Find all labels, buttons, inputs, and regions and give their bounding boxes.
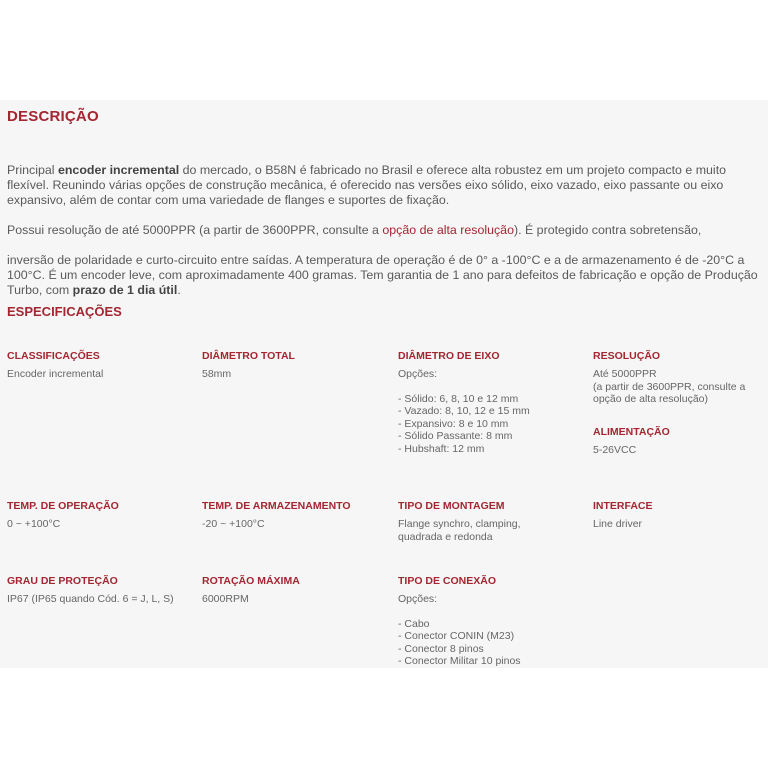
spec-label: ROTAÇÃO MÁXIMA [202,575,300,587]
spec-label: INTERFACE [593,500,653,512]
spec-tipo-conexao [398,575,573,668]
spec-label: TIPO DE MONTAGEM [398,500,505,512]
spec-label: DIÂMETRO DE EIXO [398,350,500,362]
spec-value [593,368,763,406]
description-paragraph-3 [7,253,759,298]
spec-temp-armazenamento [202,500,392,531]
spec-label: GRAU DE PROTEÇÃO [7,575,118,587]
spec-value: Line driver [593,518,643,530]
spec-alimentacao [593,426,768,457]
list-item: - Vazado: 8, 10, 12 e 15 mm [398,405,530,417]
spec-label: CLASSIFICAÇÕES [7,350,100,362]
spec-value: 58mm [202,368,232,380]
list-item: - Sólido: 6, 8, 10 e 12 mm [398,392,519,405]
spec-label: TEMP. DE OPERAÇÃO [7,500,119,512]
list-item: - Conector 8 pinos [398,642,484,655]
spec-label: RESOLUÇÃO [593,350,661,362]
spec-value [398,593,573,668]
spec-diametro-eixo [398,350,573,455]
spec-label: ALIMENTAÇÃO [593,426,670,438]
spec-value: Encoder incremental [7,368,104,380]
spec-temp-operacao [7,500,182,531]
spec-intro: Opções: [398,593,438,605]
list-item: - Expansivo: 8 e 10 mm [398,417,509,430]
spec-value: 5-26VCC [593,444,637,456]
spec-value: 6000RPM [202,593,249,605]
resolution-line-2: (a partir de 3600PPR, consulte a opção de alta resolução) [593,380,746,405]
description-paragraph-2 [7,223,759,238]
spec-value: Flange synchro, clamping, quadrada e redonda [398,518,521,543]
spec-label: TIPO DE CONEXÃO [398,575,497,587]
resolution-line-1: Até 5000PPR [593,368,657,380]
p3-text-a: inversão de polaridade e curto-circuito entre saídas. A temperatura de operação é de 0° a -100°C e a de armazenamento é de -20°C a 100°C. É um encoder leve, com aproximadamente 400 gramas. Tem garantia de 1 ano para defeitos de fabricação e opção de Produção Turbo, com [7,253,758,297]
p1-text-a: Principal [7,163,58,177]
p2-text-b: ). É protegido contra sobretensão, [513,223,702,237]
list-item: - Conector Militar 10 pinos [398,655,521,667]
section-title-especificacoes: ESPECIFICAÇÕES [7,304,122,319]
spec-tipo-montagem [398,500,558,543]
spec-value: -20 ~ +100°C [202,518,265,530]
spec-interface [593,500,768,531]
spec-rotacao-maxima [202,575,377,606]
spec-label: TEMP. DE ARMAZENAMENTO [202,500,351,512]
list-item: - Sólido Passante: 8 mm [398,430,513,442]
spec-grau-protecao [7,575,187,606]
p3-bold: prazo de 1 dia útil [72,283,178,297]
spec-intro: Opções: [398,368,438,380]
spec-diametro-total [202,350,377,381]
p1-text-b: do mercado, o B58N é fabricado no Brasil e oferece alta robustez em um projeto compacto e muito flexível. Reunindo várias opções de construção mecânica, é oferecido nas versões eixo sólido, eixo vazado, eixo passante ou eixo expansivo, além de contar com uma variedade de flanges e suportes de fixação. [7,163,727,207]
description-paragraph-1 [7,163,759,208]
spec-resolucao [593,350,763,406]
spec-value [398,368,573,455]
p2-text-a: Possui resolução de até 5000PPR (a partir de 3600PPR, consulte a [7,223,383,237]
high-resolution-link[interactable]: opção de alta resolução [382,223,514,237]
list-item: - Hubshaft: 12 mm [398,442,485,455]
spec-value: 0 ~ +100°C [7,518,61,530]
list-item: - Conector CONIN (M23) [398,630,515,642]
spec-value: IP67 (IP65 quando Cód. 6 = J, L, S) [7,593,174,605]
section-title-descricao: DESCRIÇÃO [7,108,99,125]
p1-bold: encoder incremental [57,163,180,177]
spec-classificacoes [7,350,182,381]
spec-label: DIÂMETRO TOTAL [202,350,295,362]
list-item: - Cabo [398,617,430,630]
p3-text-b: . [177,283,181,297]
